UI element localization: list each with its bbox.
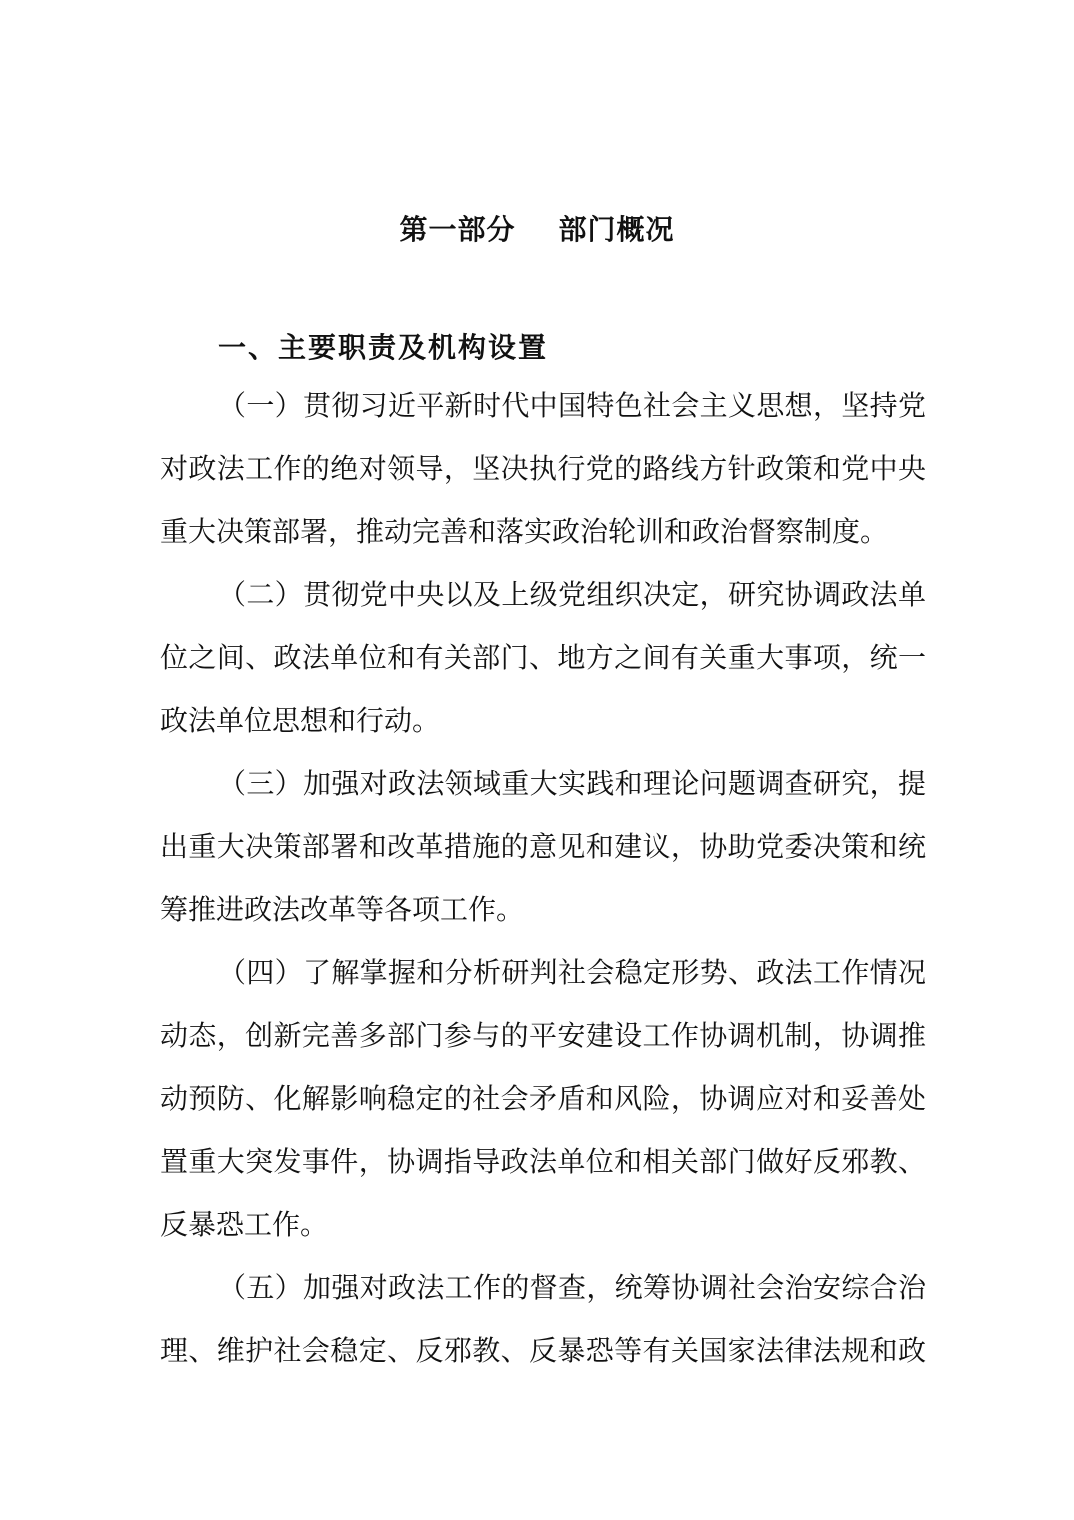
paragraph-line: 重大决策部署，推动完善和落实政治轮训和政治督察制度。 (160, 515, 889, 548)
paragraph-line: 政法单位思想和行动。 (160, 704, 441, 737)
paragraph-line: 筹推进政法改革等各项工作。 (160, 893, 525, 926)
paragraph-line: （二）贯彻党中央以及上级党组织决定，研究协调政法单 (218, 578, 926, 611)
paragraph-line: 出重大决策部署和改革措施的意见和建议，协助党委决策和统 (160, 830, 926, 863)
paragraph-line: 置重大突发事件，协调指导政法单位和相关部门做好反邪教、 (160, 1145, 926, 1178)
paragraph-line: （五）加强对政法工作的督查，统筹协调社会治安综合治 (218, 1271, 926, 1304)
paragraph (160, 374, 926, 563)
paragraph-line: 理、维护社会稳定、反邪教、反暴恐等有关国家法律法规和政 (160, 1334, 926, 1367)
paragraph-line: 位之间、政法单位和有关部门、地方之间有关重大事项，统一 (160, 641, 926, 674)
paragraph-line: （一）贯彻习近平新时代中国特色社会主义思想，坚持党 (218, 389, 926, 422)
section-heading: 一、主要职责及机构设置 (218, 331, 549, 364)
paragraph (160, 563, 926, 752)
part-title: 第一部分 部门概况 (399, 213, 675, 246)
paragraph (160, 752, 926, 941)
paragraph (160, 941, 926, 1256)
paragraph-line: 对政法工作的绝对领导，坚决执行党的路线方针政策和党中央 (160, 452, 926, 485)
paragraph-line: 动态，创新完善多部门参与的平安建设工作协调机制，协调推 (160, 1019, 926, 1052)
paragraph-line: 动预防、化解影响稳定的社会矛盾和风险，协调应对和妥善处 (160, 1082, 926, 1115)
document-body (160, 374, 926, 1382)
paragraph (160, 1256, 926, 1382)
paragraph-line: （四）了解掌握和分析研判社会稳定形势、政法工作情况 (218, 956, 926, 989)
paragraph-line: 反暴恐工作。 (160, 1208, 329, 1241)
paragraph-line: （三）加强对政法领域重大实践和理论问题调查研究，提 (218, 767, 926, 800)
